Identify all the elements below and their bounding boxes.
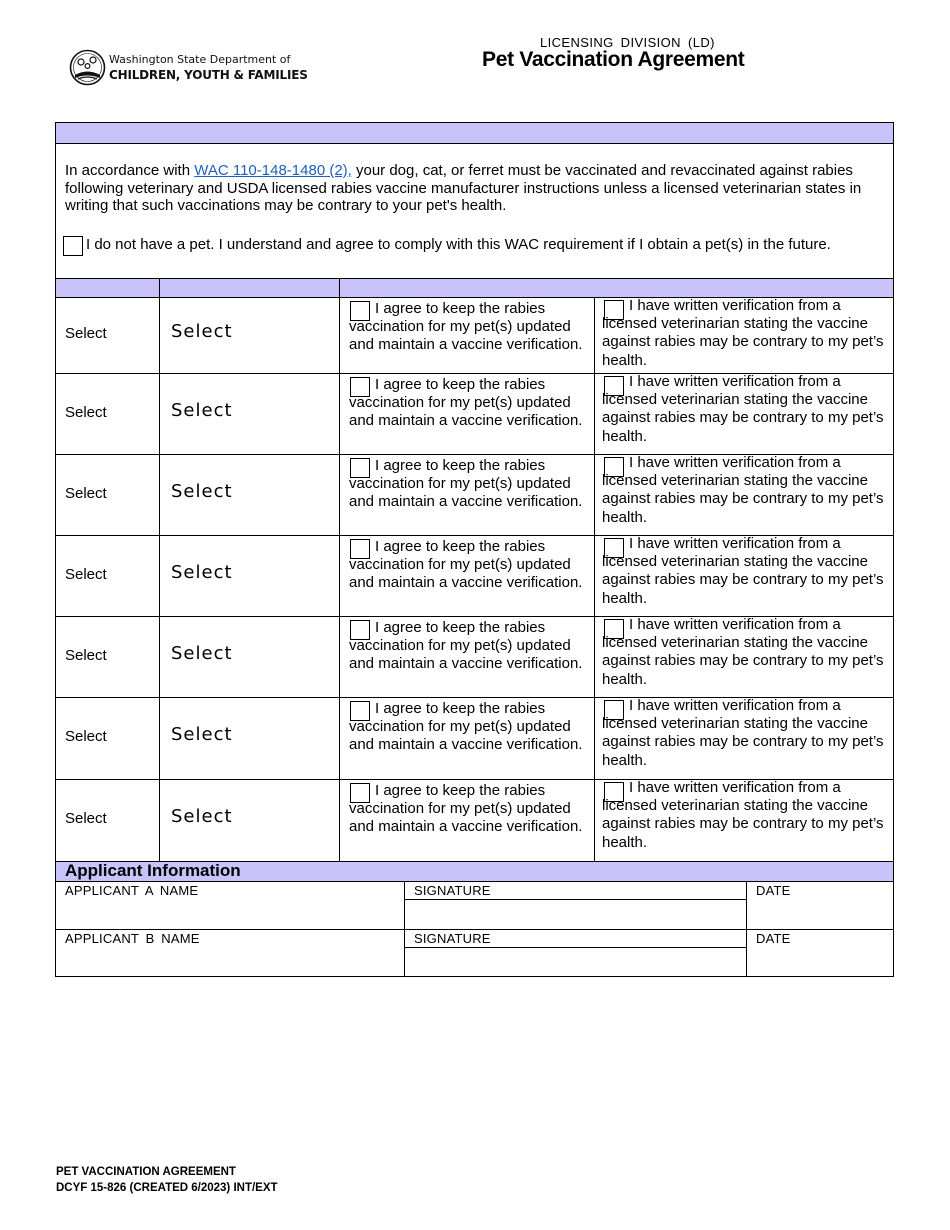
dcyf-seal-icon bbox=[69, 49, 106, 86]
applicant-a-name-label: APPLICANT A NAME bbox=[65, 883, 199, 898]
applicant-a-name-field[interactable] bbox=[60, 899, 400, 927]
pet-type-select[interactable]: Select bbox=[65, 484, 107, 502]
pet-type-select[interactable]: Select bbox=[65, 403, 107, 421]
applicant-a-signature-field[interactable] bbox=[408, 899, 744, 927]
box-bottom-border bbox=[55, 976, 894, 977]
division-label: LICENSING DIVISION (LD) bbox=[540, 35, 715, 50]
pets-header-band bbox=[56, 279, 893, 297]
pet-vaccine-select[interactable]: Select bbox=[171, 321, 233, 342]
applicant-col-sep-1 bbox=[404, 881, 405, 977]
vet-exemption-label: I have written verification from a licensed veterinarian stating the vaccine against rabies may be contrary to my pet’s health. bbox=[602, 535, 884, 607]
applicant-b-name-label: APPLICANT B NAME bbox=[65, 931, 200, 946]
box-top-border bbox=[55, 122, 894, 123]
pet-vaccine-select[interactable]: Select bbox=[171, 561, 233, 583]
intro-header-band bbox=[56, 123, 893, 143]
no-pet-label: I do not have a pet. I understand and agree to comply with this WAC requirement if I obtain a pet(s) in the future. bbox=[86, 236, 831, 253]
pet-type-select[interactable]: Select bbox=[65, 325, 107, 342]
pet-type-select[interactable]: Select bbox=[65, 565, 107, 583]
pet-vaccine-select[interactable]: Select bbox=[171, 806, 233, 827]
band-bottom-border bbox=[55, 143, 894, 144]
applicant-a-signature-label: SIGNATURE bbox=[414, 883, 491, 898]
agree-vaccination-label: I agree to keep the rabies vaccination for my pet(s) updated and maintain a vaccine verification. bbox=[349, 376, 583, 430]
page-title: Pet Vaccination Agreement bbox=[482, 48, 745, 71]
signature-underline-b bbox=[404, 947, 747, 948]
pet-type-select[interactable]: Select bbox=[65, 728, 107, 745]
agree-vaccination-label: I agree to keep the rabies vaccination for my pet(s) updated and maintain a vaccine verification. bbox=[349, 619, 583, 673]
applicant-b-signature-label: SIGNATURE bbox=[414, 931, 491, 946]
applicant-b-name-field[interactable] bbox=[60, 947, 400, 975]
pet-type-select[interactable]: Select bbox=[65, 810, 107, 827]
org-name-line2: CHILDREN, YOUTH & FAMILIES bbox=[109, 68, 308, 82]
pet-vaccine-select[interactable]: Select bbox=[171, 642, 233, 664]
wac-link[interactable]: WAC 110-148-1480 (2), bbox=[194, 162, 352, 179]
agree-vaccination-label: I agree to keep the rabies vaccination for my pet(s) updated and maintain a vaccine verification. bbox=[349, 457, 583, 511]
applicant-b-signature-field[interactable] bbox=[408, 947, 744, 975]
footer-form-name: PET VACCINATION AGREEMENT bbox=[56, 1166, 236, 1178]
box-left-border bbox=[55, 122, 56, 977]
agree-vaccination-label: I agree to keep the rabies vaccination for my pet(s) updated and maintain a vaccine verification. bbox=[349, 538, 583, 592]
agree-vaccination-label: I agree to keep the rabies vaccination for my pet(s) updated and maintain a vaccine verification. bbox=[349, 300, 583, 354]
pets-col-sep-1 bbox=[159, 278, 160, 861]
applicant-b-date-field[interactable] bbox=[751, 947, 889, 975]
agree-vaccination-label: I agree to keep the rabies vaccination for my pet(s) updated and maintain a vaccine verification. bbox=[349, 782, 583, 836]
org-name-line1: Washington State Department of bbox=[109, 53, 291, 66]
box-right-border bbox=[893, 122, 894, 977]
applicant-row-divider bbox=[55, 929, 894, 930]
no-pet-checkbox[interactable] bbox=[63, 236, 83, 256]
footer-form-number: DCYF 15-826 (CREATED 6/2023) INT/EXT bbox=[56, 1182, 278, 1194]
pet-vaccine-select[interactable]: Select bbox=[171, 480, 233, 502]
applicant-heading: Applicant Information bbox=[65, 861, 241, 880]
pets-col-sep-3 bbox=[594, 297, 595, 861]
dcyf-logo bbox=[69, 49, 308, 89]
vet-exemption-label: I have written verification from a licensed veterinarian stating the vaccine against rabies may be contrary to my pet’s health. bbox=[602, 373, 884, 445]
pets-col-sep-2 bbox=[339, 278, 340, 861]
vet-exemption-label: I have written verification from a licensed veterinarian stating the vaccine against rabies may be contrary to my pet’s health. bbox=[602, 779, 884, 851]
applicant-a-date-field[interactable] bbox=[751, 899, 889, 927]
signature-underline-a bbox=[404, 899, 747, 900]
applicant-col-sep-2 bbox=[746, 881, 747, 977]
applicant-b-date-label: DATE bbox=[756, 931, 791, 946]
vet-exemption-label: I have written verification from a licensed veterinarian stating the vaccine against rabies may be contrary to my pet’s health. bbox=[602, 297, 884, 369]
intro-paragraph: In accordance with WAC 110-148-1480 (2), your dog, cat, or ferret must be vaccinated and revaccinated against rabies following veterinary and USDA licensed rabies vaccine manufacturer instructions unless a licensed veterinarian states in writing that such vaccinations may be contrary to your pet's health. bbox=[65, 162, 862, 214]
vet-exemption-label: I have written verification from a licensed veterinarian stating the vaccine against rabies may be contrary to my pet’s health. bbox=[602, 697, 884, 769]
agree-vaccination-label: I agree to keep the rabies vaccination for my pet(s) updated and maintain a vaccine verification. bbox=[349, 700, 583, 754]
applicant-band-bottom-border bbox=[55, 881, 894, 882]
pet-vaccine-select[interactable]: Select bbox=[171, 724, 233, 745]
applicant-a-date-label: DATE bbox=[756, 883, 791, 898]
pet-vaccine-select[interactable]: Select bbox=[171, 399, 233, 421]
vet-exemption-label: I have written verification from a licensed veterinarian stating the vaccine against rabies may be contrary to my pet’s health. bbox=[602, 616, 884, 688]
pet-type-select[interactable]: Select bbox=[65, 646, 107, 664]
vet-exemption-label: I have written verification from a licensed veterinarian stating the vaccine against rabies may be contrary to my pet’s health. bbox=[602, 454, 884, 526]
